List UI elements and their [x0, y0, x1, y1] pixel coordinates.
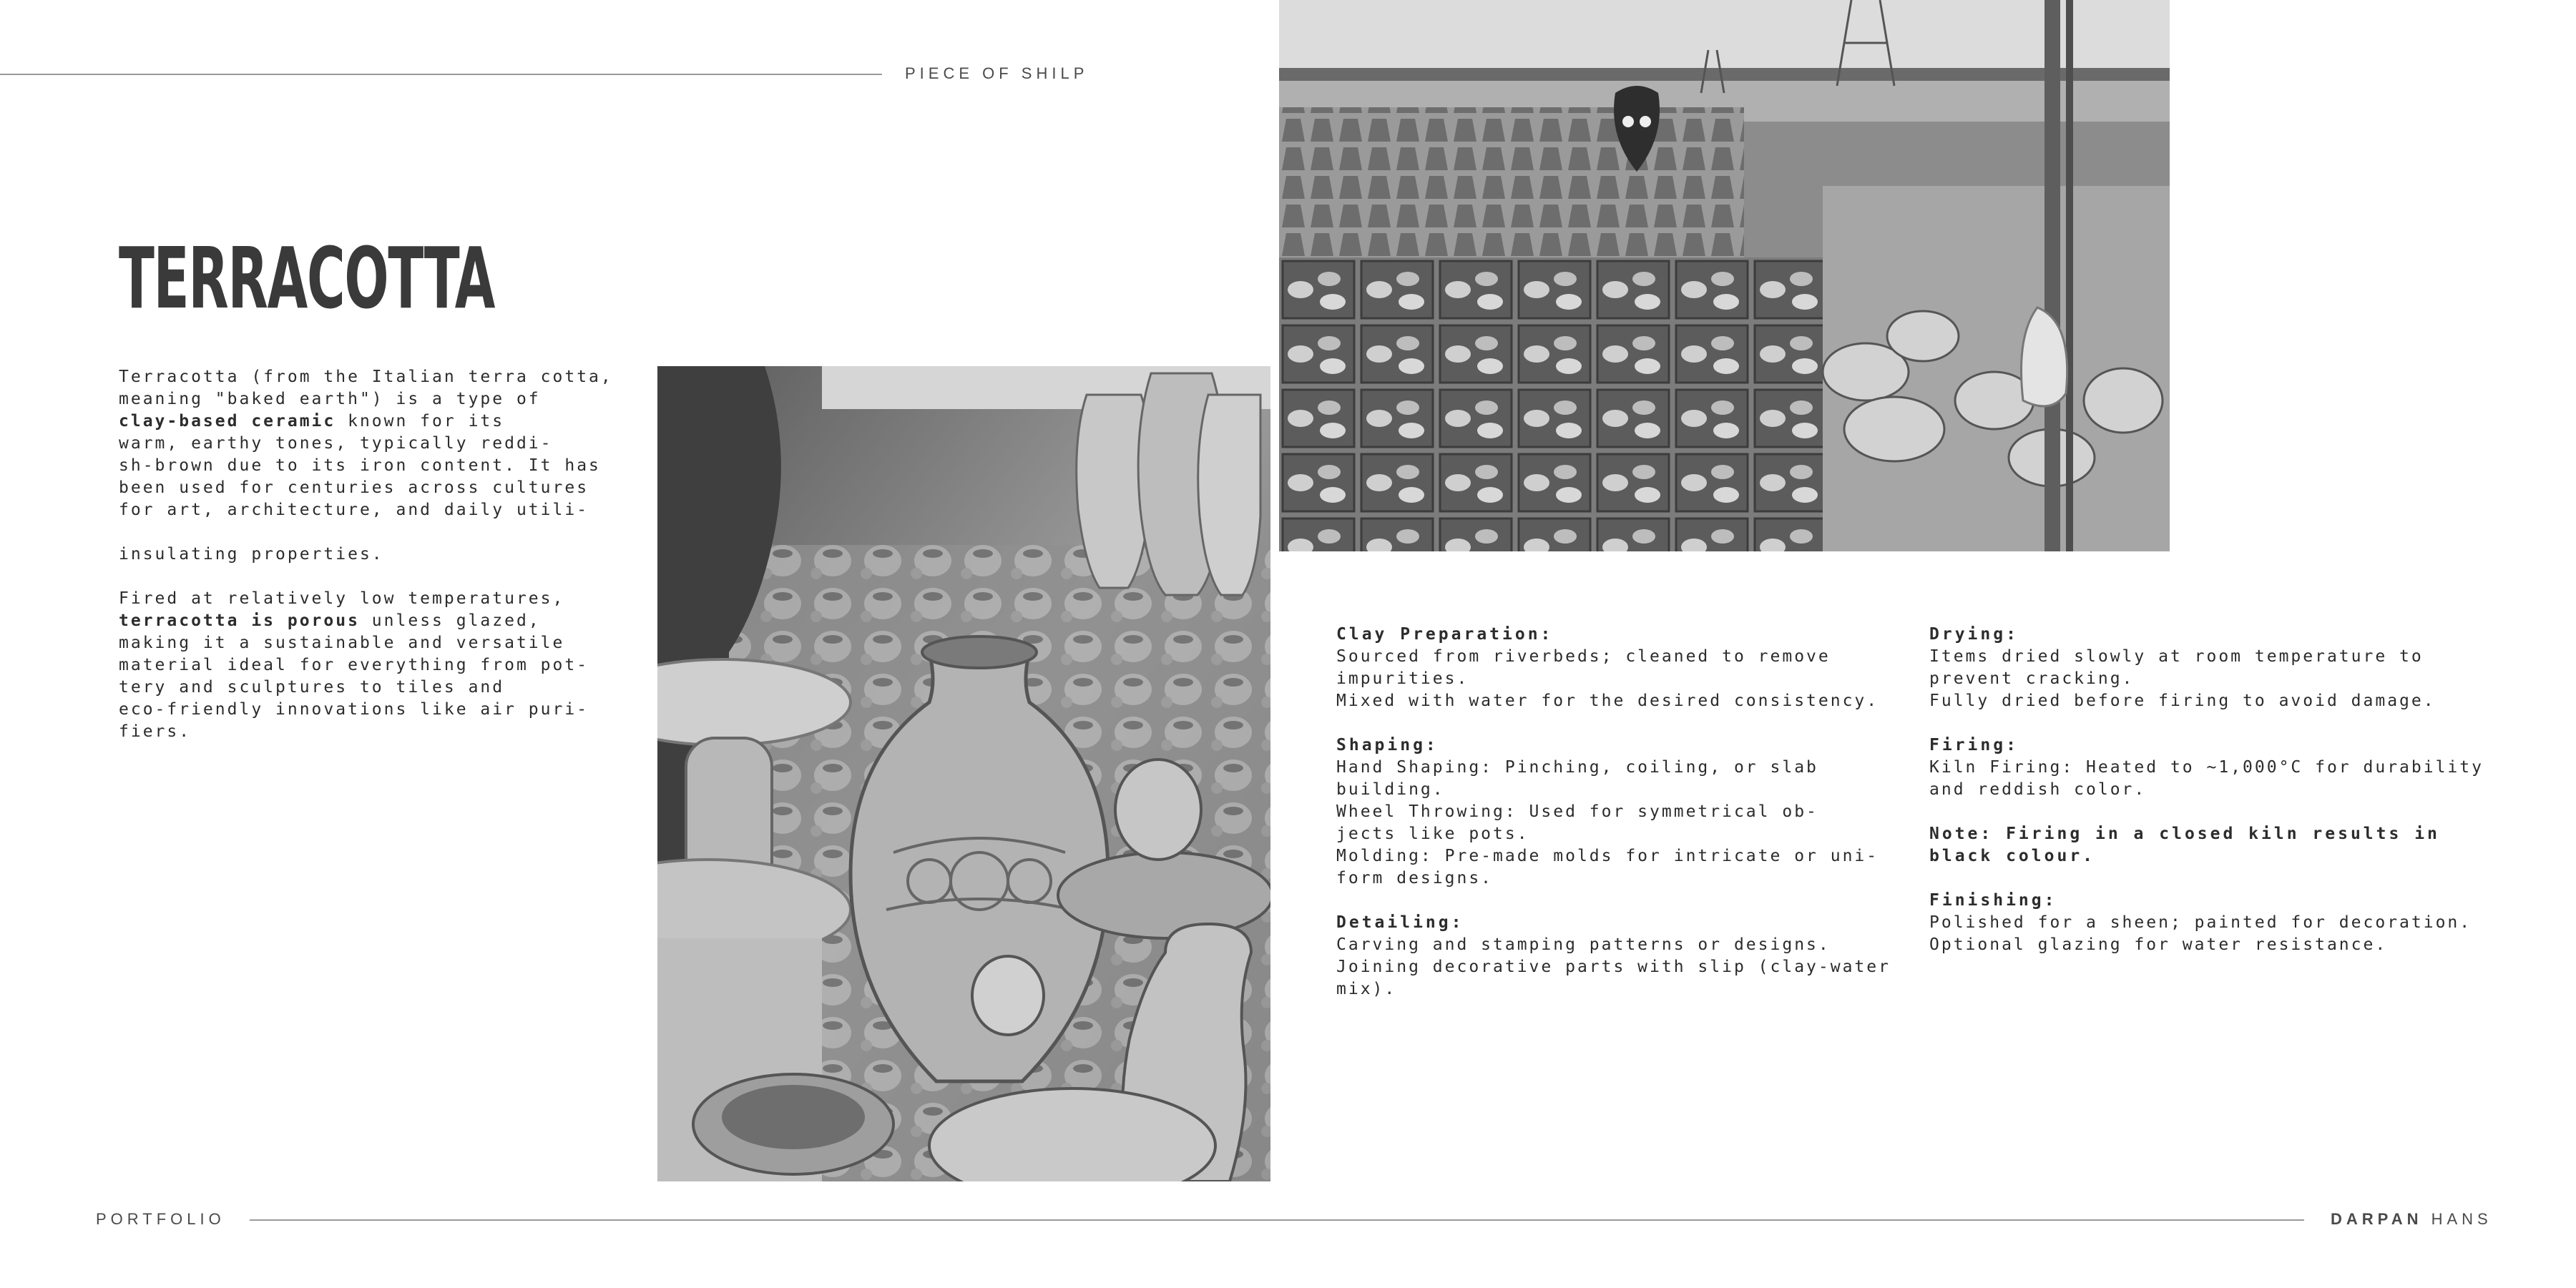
intro-after-bold: known for its	[336, 412, 505, 431]
step-line: Optional glazing for water resistance.	[1929, 935, 2388, 954]
step-heading: Firing:	[1929, 736, 2019, 754]
footer-author	[2331, 1210, 2492, 1229]
step-line: jects like pots.	[1336, 825, 1529, 843]
step-line: and reddish color.	[1929, 780, 2147, 799]
intro-line: material ideal for everything from pot-	[119, 656, 589, 674]
process-column-left	[1336, 624, 1901, 1001]
intro-line: Terracotta (from the Italian terra cotta,	[119, 368, 613, 386]
market-stall-photo	[1279, 0, 2170, 551]
header-rule	[0, 74, 882, 75]
intro-text	[119, 366, 662, 743]
section-label: PIECE OF SHILP	[905, 64, 1089, 82]
intro-line	[119, 610, 662, 632]
intro-line: fiers.	[119, 722, 192, 741]
intro-bold: clay-based ceramic	[119, 412, 336, 431]
intro-line: for art, architecture, and daily utili-	[119, 501, 589, 519]
page-title: TERRACOTTA	[119, 229, 495, 328]
step-line: form designs.	[1336, 869, 1494, 888]
intro-line: tery and sculptures to tiles and	[119, 678, 505, 697]
firing-note: black colour.	[1929, 847, 2096, 865]
step-line: Fully dried before firing to avoid damage.	[1929, 692, 2436, 710]
intro-line: been used for centuries across cultures	[119, 478, 589, 497]
step-line: Kiln Firing: Heated to ~1,000°C for durability	[1929, 758, 2484, 777]
step-line: Items dried slowly at room temperature to	[1929, 647, 2424, 666]
intro-line: Fired at relatively low temperatures,	[119, 589, 565, 608]
intro-line	[119, 411, 662, 433]
process-column-right	[1929, 624, 2494, 956]
step-heading: Detailing:	[1336, 913, 1464, 932]
intro-after-bold: unless glazed,	[359, 611, 541, 630]
step-line: Sourced from riverbeds; cleaned to remove	[1336, 647, 1831, 666]
intro-bold: terracotta is porous	[119, 611, 360, 630]
step-line: Molding: Pre-made molds for intricate or uni-	[1336, 847, 1879, 865]
step-line: building.	[1336, 780, 1445, 799]
step-line: Hand Shaping: Pinching, coiling, or slab	[1336, 758, 1818, 777]
step-line: Joining decorative parts with slip (clay-water	[1336, 958, 1891, 976]
intro-line: eco-friendly innovations like air puri-	[119, 700, 589, 719]
step-line: Wheel Throwing: Used for symmetrical ob-	[1336, 802, 1818, 821]
author-first-name: DARPAN	[2331, 1210, 2423, 1228]
intro-line: warm, earthy tones, typically reddi-	[119, 434, 553, 453]
step-line: impurities.	[1336, 669, 1469, 688]
firing-note: Note: Firing in a closed kiln results in	[1929, 825, 2440, 843]
step-heading: Shaping:	[1336, 736, 1439, 754]
step-line: Polished for a sheen; painted for decoration.	[1929, 913, 2472, 932]
step-line: Mixed with water for the desired consistency.	[1336, 692, 1879, 710]
intro-line: making it a sustainable and versatile	[119, 634, 565, 652]
step-line: Carving and stamping patterns or designs.	[1336, 935, 1831, 954]
footer-rule	[250, 1219, 2304, 1221]
step-heading: Clay Preparation:	[1336, 625, 1554, 644]
step-line: mix).	[1336, 980, 1397, 998]
footer-portfolio-label: PORTFOLIO	[96, 1210, 225, 1228]
pottery-closeup-photo	[657, 366, 1270, 1181]
step-heading: Finishing:	[1929, 891, 2057, 910]
step-heading: Drying:	[1929, 625, 2019, 644]
intro-line: sh-brown due to its iron content. It has	[119, 456, 601, 475]
step-line: prevent cracking.	[1929, 669, 2135, 688]
intro-line: insulating properties.	[119, 545, 384, 564]
intro-line: meaning "baked earth") is a type of	[119, 390, 541, 408]
author-last-name: HANS	[2431, 1210, 2492, 1228]
